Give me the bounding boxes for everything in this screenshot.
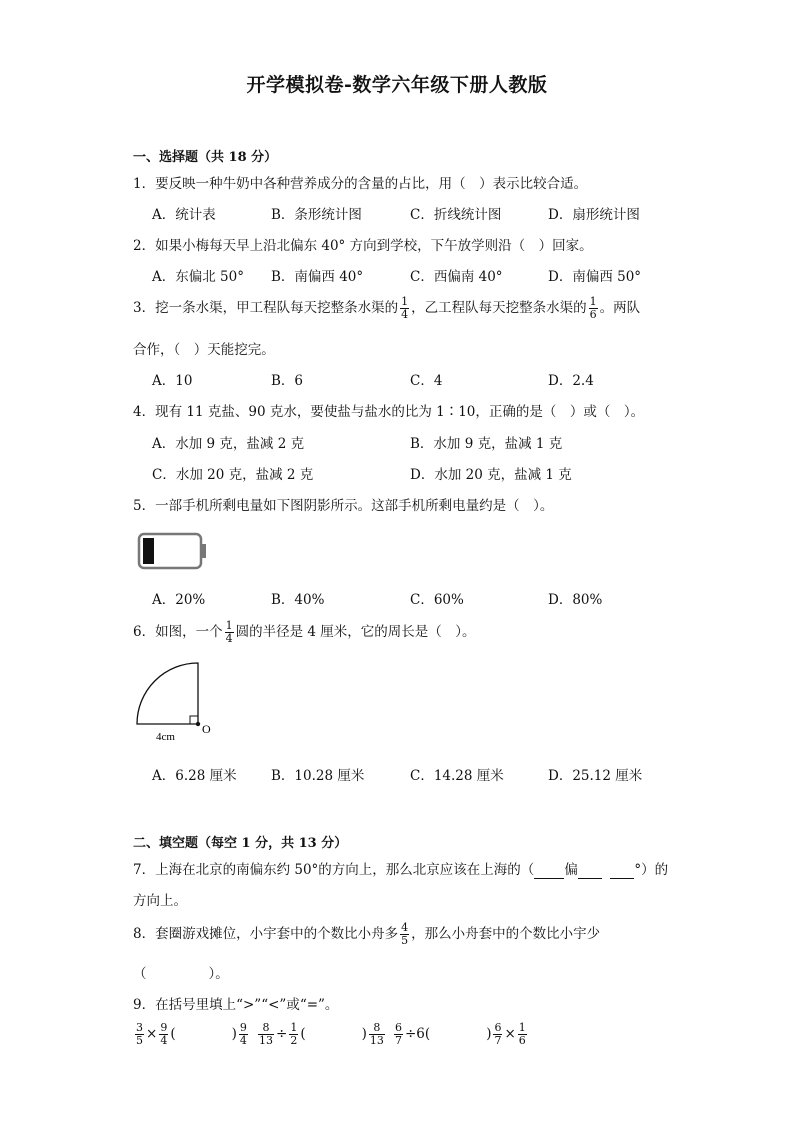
question-5-text: 5．一部手机所剩电量如下图阴影所示。这部手机所剩电量约是（ ）。 — [133, 498, 554, 514]
q9-e2-fraction-c-denominator: 13 — [369, 1034, 384, 1047]
question-2-text: 2．如果小梅每天早上沿北偏东 40° 方向到学校，下午放学则沿（ ）回家。 — [133, 238, 593, 254]
q6-text-part-1: 6．如图，一个 — [133, 624, 223, 640]
q8-text-part-2: ，那么小舟套中的个数比小宇少 — [411, 926, 601, 942]
quarter-circle-outline — [137, 663, 198, 724]
q9-expression-2 — [256, 1022, 387, 1047]
center-label: O — [202, 722, 211, 736]
q9-e2-fraction-b — [289, 1022, 298, 1047]
q9-e1-answer-blank[interactable] — [176, 1026, 232, 1042]
q9-e3-fraction-d-denominator: 6 — [518, 1034, 526, 1047]
q7-text-part-1: 7．上海在北京的南偏东约 50°的方向上，那么北京应该在上海的（ — [133, 862, 535, 878]
q9-e2-answer-blank[interactable] — [306, 1026, 362, 1042]
q4-option-b[interactable]: B．水加 9 克，盐减 1 克 — [410, 436, 563, 452]
q5-option-c[interactable]: C．60% — [410, 592, 464, 608]
q3-option-b[interactable]: B．6 — [271, 373, 304, 389]
question-1-text: 1．要反映一种牛奶中各种营养成分的含量的占比，用（ ）表示比较合适。 — [133, 176, 588, 192]
q6-fraction-numerator: 1 — [225, 619, 233, 632]
q3-fraction-1 — [400, 296, 409, 321]
q6-fraction-denominator: 4 — [225, 632, 233, 645]
q8-fraction-denominator: 5 — [401, 934, 409, 947]
battery-charge-fill — [143, 538, 154, 564]
q1-option-a[interactable]: A．统计表 — [152, 207, 216, 223]
q9-expression-1 — [133, 1022, 250, 1047]
q3-text-part-2: ，乙工程队每天挖整条水渠的 — [411, 300, 587, 316]
q1-option-d[interactable]: D．扇形统计图 — [548, 207, 640, 223]
q9-e1-fraction-a-numerator: 3 — [136, 1021, 143, 1034]
q9-e3-open-paren: ( — [424, 1026, 431, 1042]
q3-fraction-2-denominator: 6 — [589, 308, 597, 321]
q5-option-b[interactable]: B．40% — [271, 592, 325, 608]
q3-fraction-2 — [589, 296, 598, 321]
q5-option-a[interactable]: A．20% — [152, 592, 206, 608]
q6-fraction — [225, 620, 234, 645]
q9-e2-operator: ÷ — [276, 1026, 288, 1042]
q9-e3-fraction-d-numerator: 1 — [518, 1021, 526, 1034]
q9-e2-fraction-a-denominator: 13 — [259, 1034, 273, 1047]
q5-option-d[interactable]: D．80% — [548, 592, 603, 608]
question-7-line-1 — [133, 858, 668, 879]
q4-option-c[interactable]: C．水加 20 克，盐减 2 克 — [152, 467, 314, 483]
q9-e2-fraction-a-numerator: 8 — [262, 1021, 270, 1034]
q7-blank-1[interactable] — [534, 862, 564, 879]
q8-fraction — [400, 922, 409, 947]
question-4-text: 4．现有 11 克盐、90 克水，要使盐与盐水的比为 1∶10，正确的是（ ）或（ ）。 — [133, 404, 645, 420]
q3-option-c[interactable]: C．4 — [410, 373, 443, 389]
question-8-line-1 — [133, 922, 600, 947]
q6-option-c[interactable]: C．14.28 厘米 — [410, 768, 504, 784]
q9-e3-fraction-a — [394, 1022, 403, 1047]
question-8-line-2 — [133, 962, 229, 982]
q4-option-d[interactable]: D．水加 20 克，盐减 1 克 — [410, 467, 572, 483]
question-9-text: 9．在括号里填上“>”“<”或“=”。 — [133, 997, 339, 1013]
q9-e1-fraction-b — [159, 1022, 168, 1047]
question-3-line-2: 合作，（ ）天能挖完。 — [133, 342, 275, 358]
q9-e1-fraction-a-denominator: 5 — [136, 1034, 143, 1047]
q9-expression-3 — [392, 1022, 529, 1047]
q7-blank-2[interactable] — [578, 862, 602, 879]
q9-e1-open-paren: ( — [170, 1026, 176, 1042]
q7-text-part-2: 偏 — [564, 862, 578, 878]
q2-option-b[interactable]: B．南偏西 40° — [271, 269, 364, 285]
q2-option-c[interactable]: C．西偏南 40° — [410, 269, 503, 285]
q9-e2-fraction-c — [369, 1022, 385, 1047]
q9-e3-fraction-a-denominator: 7 — [395, 1034, 402, 1047]
q8-answer-blank[interactable] — [147, 966, 209, 982]
q9-e1-fraction-b-denominator: 4 — [160, 1034, 168, 1047]
page-title: 开学模拟卷-数学六年级下册人教版 — [246, 74, 548, 96]
q3-option-d[interactable]: D．2.4 — [548, 373, 594, 389]
q9-e1-fraction-c — [239, 1022, 248, 1047]
question-3-line-1 — [133, 296, 640, 321]
q9-e3-operator: ÷6 — [405, 1026, 425, 1042]
q1-option-c[interactable]: C．折线统计图 — [410, 207, 502, 223]
q9-e3-fraction-c — [493, 1022, 502, 1047]
q8-text-part-1: 8．套圈游戏摊位，小宇套中的个数比小舟多 — [133, 926, 399, 942]
q9-e2-open-paren: ( — [300, 1026, 306, 1042]
radius-label: 4cm — [156, 731, 175, 743]
q3-fraction-1-numerator: 1 — [401, 295, 409, 308]
q9-e1-fraction-c-numerator: 9 — [239, 1021, 247, 1034]
q8-open-paren: （ — [133, 966, 147, 982]
battery-icon — [137, 532, 209, 572]
q9-e2-close-paren: ) — [361, 1026, 367, 1042]
q3-option-a[interactable]: A．10 — [152, 373, 193, 389]
q1-option-b[interactable]: B．条形统计图 — [271, 207, 362, 223]
q2-option-a[interactable]: A．东偏北 50° — [152, 269, 244, 285]
q9-e3-close-paren: ) — [486, 1026, 492, 1042]
q9-e1-fraction-b-numerator: 9 — [160, 1021, 168, 1034]
section-heading-fill-blank: 二、填空题（每空 1 分，共 13 分） — [133, 836, 348, 851]
question-6-text — [133, 620, 476, 645]
q3-fraction-1-denominator: 4 — [401, 308, 409, 321]
q9-e2-fraction-b-numerator: 1 — [290, 1021, 298, 1034]
q8-fraction-numerator: 4 — [401, 921, 409, 934]
q7-blank-3[interactable] — [610, 862, 634, 879]
q8-close-paren: ）。 — [208, 966, 229, 982]
q3-text-part-3: 。两队 — [599, 300, 641, 316]
q3-fraction-2-numerator: 1 — [589, 295, 597, 308]
q2-option-d[interactable]: D．南偏西 50° — [548, 269, 642, 285]
q9-e1-close-paren: ) — [231, 1026, 237, 1042]
q9-e3-answer-blank[interactable] — [430, 1026, 486, 1042]
q9-e3-fraction-c-denominator: 7 — [494, 1034, 502, 1047]
center-point — [196, 722, 200, 726]
q6-option-d[interactable]: D．25.12 厘米 — [548, 768, 643, 784]
q9-e1-fraction-c-denominator: 4 — [239, 1034, 247, 1047]
q6-option-a[interactable]: A．6.28 厘米 — [152, 768, 237, 784]
q9-e2-fraction-a — [258, 1022, 274, 1047]
quarter-circle-figure — [130, 658, 225, 744]
q6-option-b[interactable]: B．10.28 厘米 — [271, 768, 365, 784]
section-heading-choice: 一、选择题（共 18 分） — [133, 150, 278, 165]
question-7-line-2: 方向上。 — [133, 893, 187, 909]
q9-e3-fraction-d — [518, 1022, 527, 1047]
q9-e2-fraction-c-numerator: 8 — [373, 1021, 381, 1034]
q3-text-part-1: 3．挖一条水渠，甲工程队每天挖整条水渠的 — [133, 300, 399, 316]
q6-text-part-2: 圆的半径是 4 厘米，它的周长是（ ）。 — [235, 624, 476, 640]
q9-e3-fraction-c-numerator: 6 — [494, 1021, 502, 1034]
q9-e1-fraction-a — [135, 1022, 144, 1047]
battery-terminal — [202, 544, 206, 558]
q7-text-part-3: °）的 — [634, 862, 669, 878]
q9-e1-operator: × — [146, 1026, 158, 1042]
q4-option-a[interactable]: A．水加 9 克，盐减 2 克 — [152, 436, 305, 452]
q9-e3-fraction-a-numerator: 6 — [395, 1021, 402, 1034]
q9-e2-fraction-b-denominator: 2 — [290, 1034, 298, 1047]
q9-e3-operator-2: × — [504, 1026, 516, 1042]
